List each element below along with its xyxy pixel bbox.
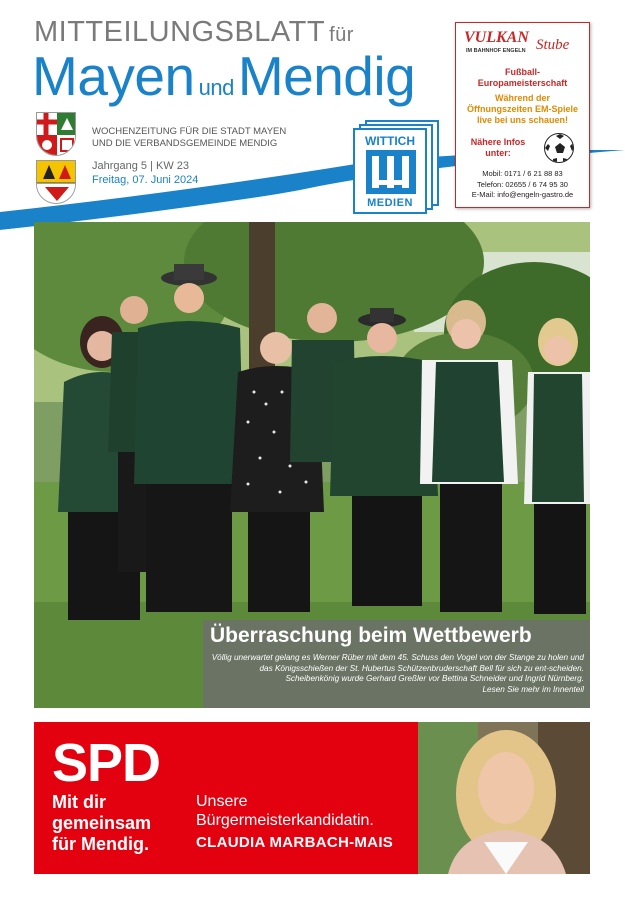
issue-date: Freitag, 07. Juni 2024	[92, 174, 199, 186]
ad-more-info: Nähere Infos unter:	[470, 137, 526, 158]
wittich-medien-logo: WITTICH MEDIEN	[353, 128, 427, 214]
issue-number: Jahrgang 5 | KW 23	[92, 160, 190, 172]
masthead-title: MITTEILUNGSBLATT für	[34, 16, 354, 48]
read-more-link[interactable]: Lesen Sie mehr im Innenteil	[482, 684, 584, 694]
masthead-towns: Mayen undMendig	[32, 45, 416, 107]
soccer-ball-icon	[544, 133, 574, 163]
masthead-description: WOCHENZEITUNG FÜR DIE STADT MAYEN UND DIE VERBANDSGEMEINDE MENDIG	[92, 126, 287, 149]
spd-slogan: Mit dir gemeinsam für Mendig.	[52, 792, 152, 854]
ad-contact	[456, 169, 589, 201]
town-mayen: Mayen	[32, 45, 195, 107]
ad-notice: Während der Öffnungszeiten EM-Spiele live bei uns schauen!	[466, 93, 578, 125]
ad-headline: Fußball- Europameisterschaft	[477, 67, 568, 88]
spd-candidate-name: CLAUDIA MARBACH-MAIS	[196, 834, 394, 851]
ad-email[interactable]: E-Mail: info@engeln-gastro.de	[471, 190, 574, 199]
ad-phone: Telefon: 02655 / 6 74 95 30	[477, 179, 568, 189]
mayen-coat-of-arms-icon	[36, 112, 76, 156]
ad-brand-script: Stube	[536, 37, 570, 53]
ad-subtitle: IM BAHNHOF ENGELN	[466, 48, 526, 54]
ad-mobile: Mobil: 0171 / 6 21 88 83	[482, 169, 563, 178]
vulkan-stube-ad[interactable]	[455, 22, 590, 208]
lead-story-headline: Überraschung beim Wettbewerb	[210, 624, 532, 647]
candidate-portrait	[418, 722, 590, 874]
town-mendig: Mendig	[237, 45, 416, 107]
mendig-coat-of-arms-icon	[36, 160, 76, 204]
spd-logo: SPD	[52, 733, 161, 793]
spd-ad[interactable]	[34, 722, 590, 874]
lead-story-caption	[203, 620, 590, 708]
lead-story-text: Völlig unerwartet gelang es Werner Rüber mit dem 45. Schuss den Vogel von der Stange zu holen und das Königsschießen der St. Hubertus Schützenbruderschaft Bell für sich zu ent-scheiden. Scheibenkönig wurde Gerhard Greßler vor Bettina Schneider und Ingrid Nürnberg. Lesen Sie mehr im Innenteil	[211, 653, 584, 694]
wittich-w-icon	[366, 150, 416, 194]
ad-brand: VULKAN	[464, 29, 529, 46]
spd-candidate-intro: Unsere Bürgermeisterkandidatin.	[196, 793, 374, 829]
